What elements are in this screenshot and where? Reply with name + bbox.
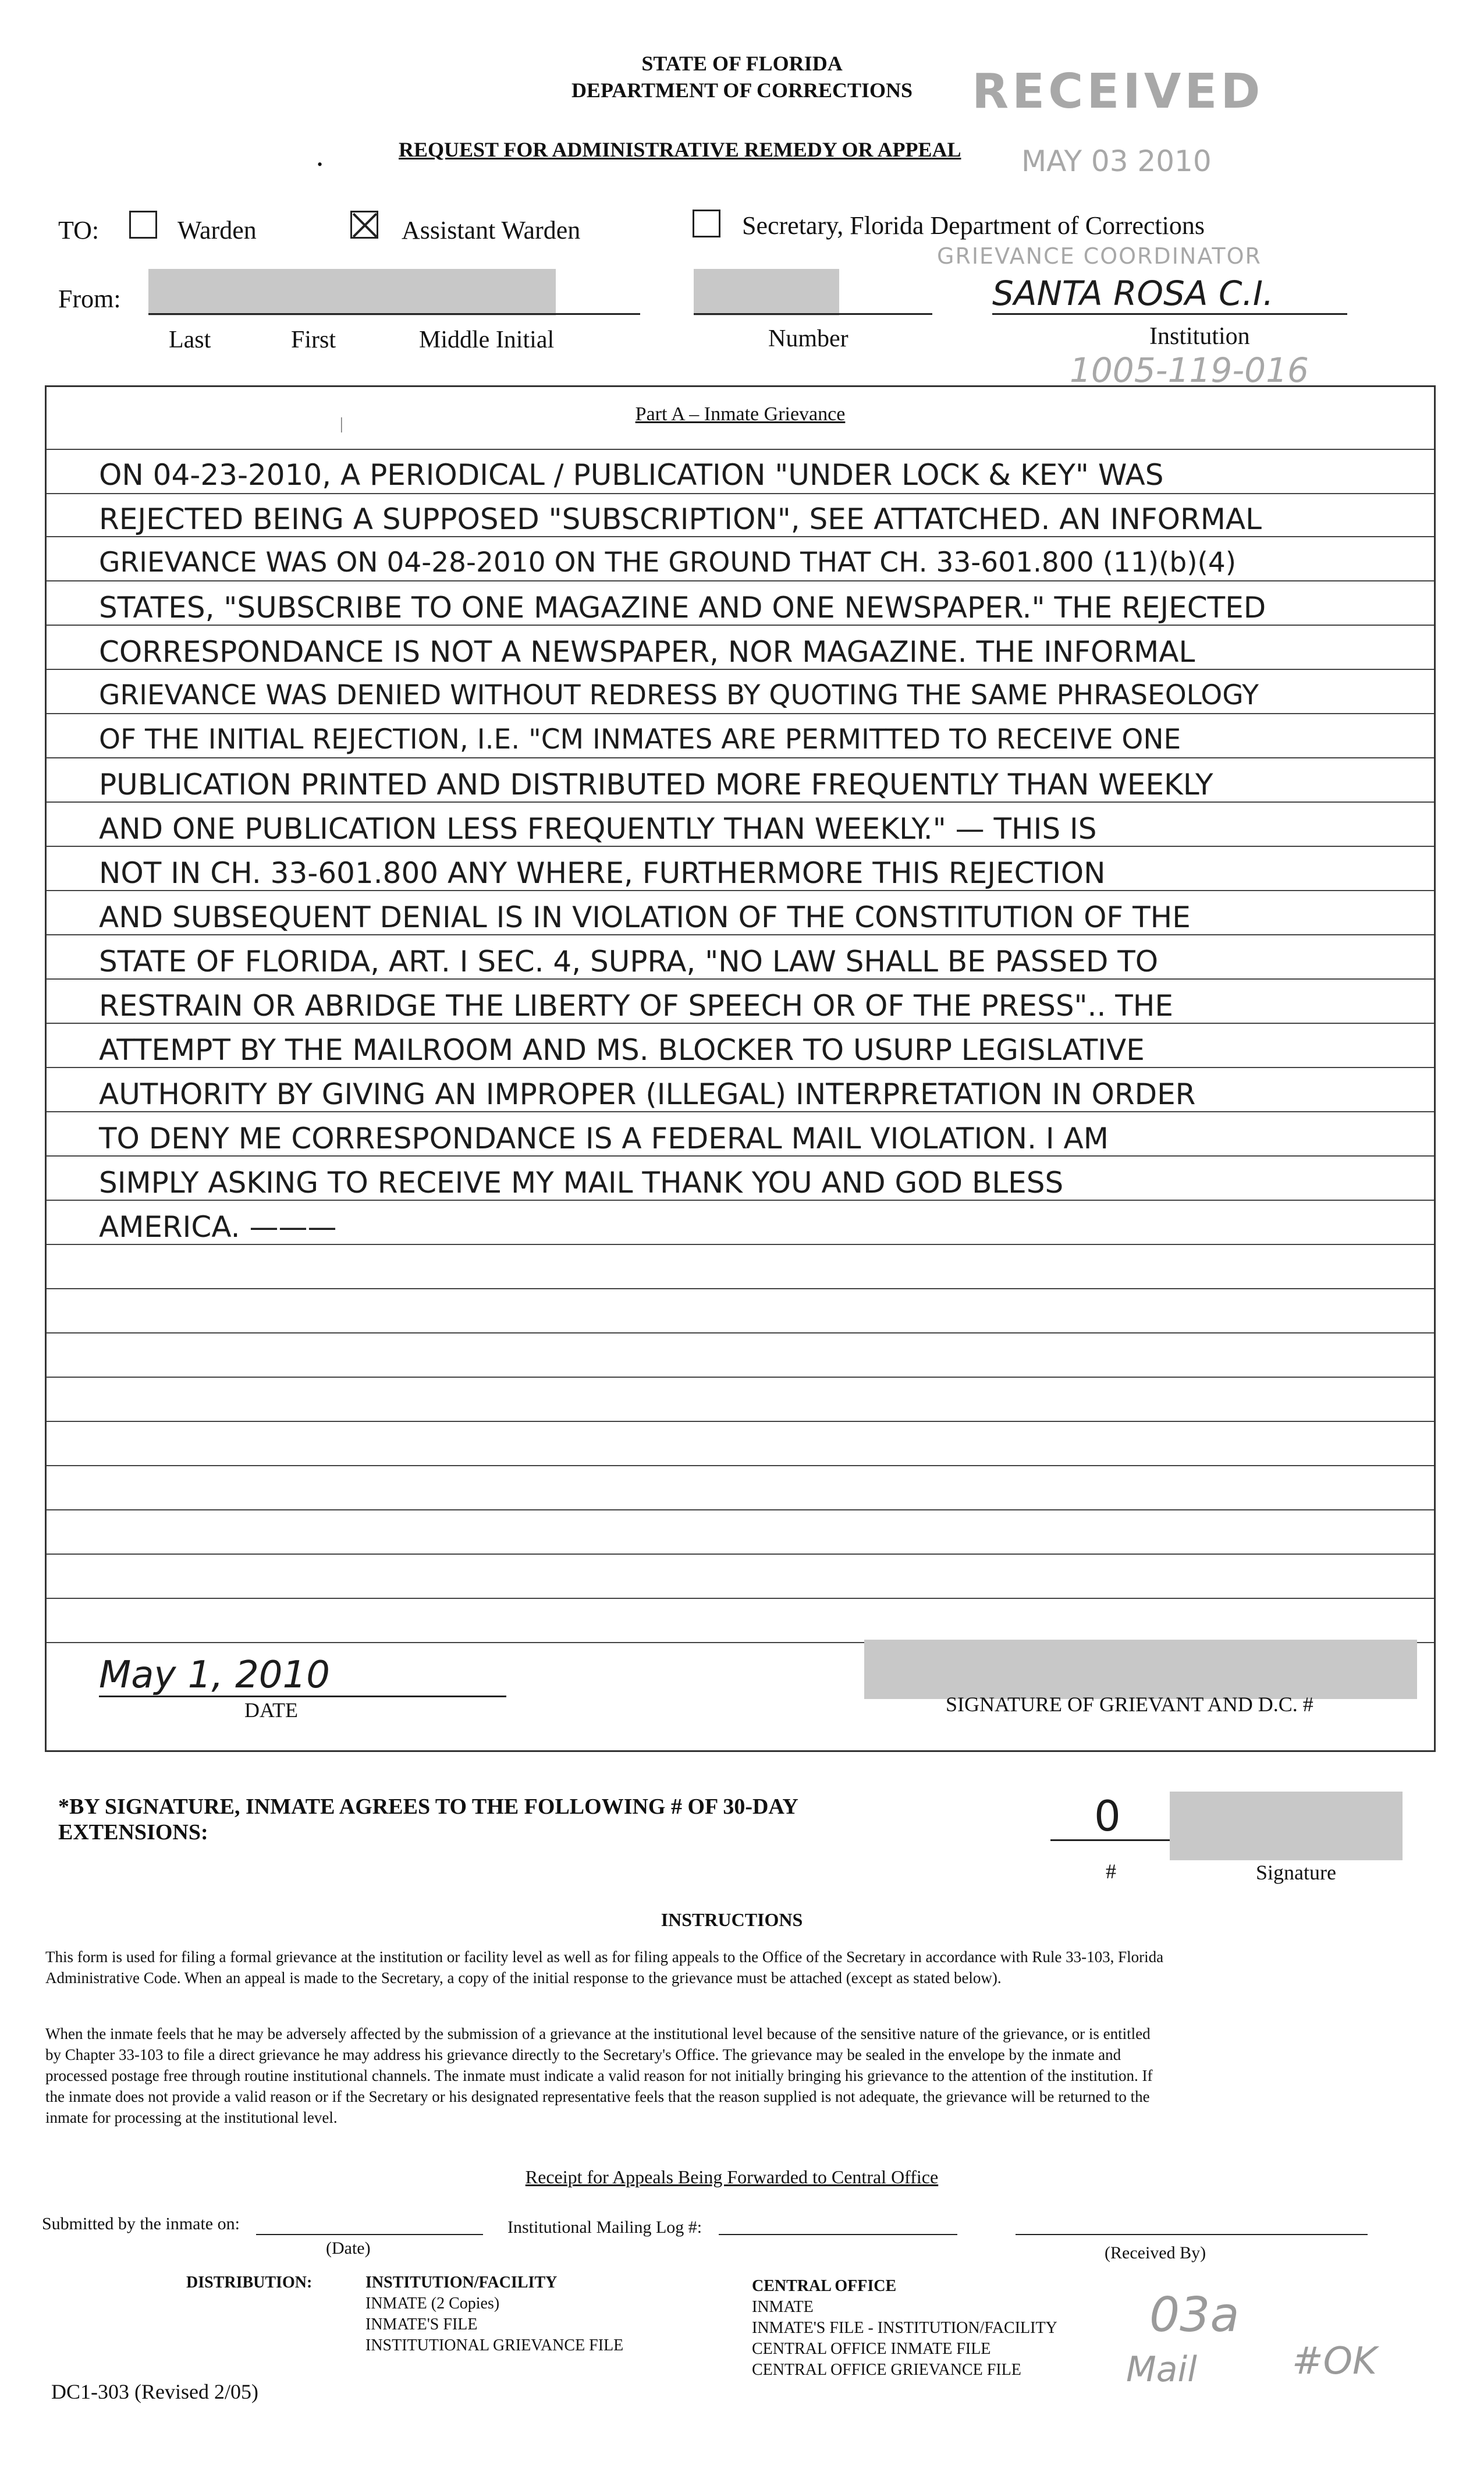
ruled-line xyxy=(47,1598,1434,1599)
ruled-line xyxy=(47,580,1434,581)
department-heading: DEPARTMENT OF CORRECTIONS xyxy=(571,79,913,102)
instructions-line: This form is used for filing a formal grievance at the institution or facility level as well as for filing appeals to the Office of the Secretary in accordance with Rule 33-103, Florida xyxy=(45,1948,1164,1966)
ruled-line xyxy=(47,1067,1434,1068)
redacted-signature xyxy=(864,1640,1417,1699)
instructions-line: processed postage free through routine institutional channels. The inmate must indicate a valid reason for not initially bringing his grievance to the attention of the institution. If xyxy=(45,2067,1153,2084)
institution-field[interactable] xyxy=(992,313,1347,315)
date-field[interactable] xyxy=(99,1696,506,1697)
received-stamp-date: MAY 03 2010 xyxy=(1021,144,1212,178)
ruled-line xyxy=(47,1023,1434,1024)
ruled-line xyxy=(47,846,1434,847)
pencil-note-03a: 03a xyxy=(1149,2287,1240,2343)
ruled-line xyxy=(47,625,1434,626)
extensions-value: 0 xyxy=(1094,1792,1121,1840)
pencil-note-mail: Mail xyxy=(1126,2349,1197,2390)
grievance-line-4: STATES, "SUBSCRIBE TO ONE MAGAZINE AND ONE NEWSPAPER." THE REJECTED xyxy=(99,591,1266,625)
middle-initial-caption: Middle Initial xyxy=(419,327,555,353)
ruled-line xyxy=(47,1509,1434,1510)
grievance-line-6: GRIEVANCE WAS DENIED WITHOUT REDRESS BY QUOTING THE SAME PHRASEOLOGY xyxy=(99,679,1259,711)
number-field[interactable] xyxy=(694,313,932,315)
scan-tick: | xyxy=(340,415,343,433)
central-office-title: CENTRAL OFFICE xyxy=(752,2277,897,2295)
last-caption: Last xyxy=(169,327,211,353)
redacted-name xyxy=(148,269,556,315)
ruled-line xyxy=(47,1554,1434,1555)
received-by-caption: (Received By) xyxy=(1105,2243,1206,2262)
receipt-title: Receipt for Appeals Being Forwarded to Central Office xyxy=(525,2166,939,2187)
extensions-signature-caption: Signature xyxy=(1256,1861,1336,1884)
secretary-checkbox[interactable] xyxy=(693,210,720,237)
secretary-label: Secretary, Florida Department of Corrections xyxy=(742,211,1205,240)
form-title: REQUEST FOR ADMINISTRATIVE REMEDY OR APPEAL xyxy=(399,138,961,161)
distribution-label: DISTRIBUTION: xyxy=(186,2274,313,2292)
scan-mark: • xyxy=(317,156,323,173)
grievance-coordinator-stamp: GRIEVANCE COORDINATOR xyxy=(937,243,1262,269)
distribution-item: INSTITUTIONAL GRIEVANCE FILE xyxy=(365,2336,624,2354)
instructions-line: Administrative Code. When an appeal is made to the Secretary, a copy of the initial response to the grievance must be attached (except as stated below). xyxy=(45,1969,1002,1987)
extensions-text-1: *BY SIGNATURE, INMATE AGREES TO THE FOLLOWING # OF 30-DAY xyxy=(58,1794,798,1819)
ruled-line xyxy=(47,801,1434,803)
ruled-line xyxy=(47,1111,1434,1112)
instructions-paragraph-2 xyxy=(45,2023,1442,2128)
ruled-line xyxy=(47,978,1434,980)
ruled-line xyxy=(47,1200,1434,1201)
instructions-line: When the inmate feels that he may be adversely affected by the submission of a grievance at the institutional level because of the sensitive nature of the grievance, or is entitled xyxy=(45,2025,1151,2042)
to-label: TO: xyxy=(58,216,100,244)
instructions-line: the inmate does not provide a valid reason or if the Secretary or his designated representative feels that the reason supplied is not adequate, the grievance will be returned to the xyxy=(45,2088,1150,2105)
form-code: DC1-303 (Revised 2/05) xyxy=(51,2380,258,2403)
pencil-note-ok: #OK xyxy=(1292,2340,1377,2383)
ruled-line xyxy=(47,1155,1434,1157)
ruled-line xyxy=(47,1377,1434,1378)
grievance-line-9: AND ONE PUBLICATION LESS FREQUENTLY THAN WEEKLY." — THIS IS xyxy=(99,812,1097,846)
grievance-line-7: OF THE INITIAL REJECTION, I.E. "CM INMATES ARE PERMITTED TO RECEIVE ONE xyxy=(99,723,1181,756)
date-value: May 1, 2010 xyxy=(99,1654,330,1697)
received-stamp: RECEIVED xyxy=(972,64,1264,119)
grievance-line-8: PUBLICATION PRINTED AND DISTRIBUTED MORE FREQUENTLY THAN WEEKLY xyxy=(99,768,1213,801)
mailing-log-field[interactable] xyxy=(719,2234,957,2235)
ruled-line xyxy=(47,1288,1434,1289)
grievance-line-2: REJECTED BEING A SUPPOSED "SUBSCRIPTION", SEE ATTATCHED. AN INFORMAL xyxy=(99,502,1262,536)
ruled-line xyxy=(47,1465,1434,1466)
ruled-line xyxy=(47,669,1434,670)
ruled-line xyxy=(47,493,1434,494)
institution-value: SANTA ROSA C.I. xyxy=(992,274,1274,313)
extensions-hash-caption: # xyxy=(1106,1860,1116,1883)
distribution-item: CENTRAL OFFICE GRIEVANCE FILE xyxy=(752,2361,1021,2379)
received-by-field[interactable] xyxy=(1016,2234,1368,2235)
ruled-line xyxy=(47,934,1434,935)
instructions-line: by Chapter 33-103 to file a direct grievance he may address his grievance directly to the Secretary's Office. The grievance may be sealed in the envelope by the inmate and xyxy=(45,2046,1121,2063)
redacted-number xyxy=(694,269,839,315)
from-label: From: xyxy=(58,285,121,313)
grievance-line-17: SIMPLY ASKING TO RECEIVE MY MAIL THANK YOU AND GOD BLESS xyxy=(99,1166,1064,1200)
distribution-item: INMATE'S FILE - INSTITUTION/FACILITY xyxy=(752,2319,1057,2337)
assistant-warden-label: Assistant Warden xyxy=(402,216,581,244)
grievance-line-14: ATTEMPT BY THE MAILROOM AND MS. BLOCKER TO USURP LEGISLATIVE xyxy=(99,1033,1145,1067)
first-caption: First xyxy=(291,327,336,353)
instructions-paragraph-1 xyxy=(45,1946,1442,1988)
institution-caption: Institution xyxy=(1149,323,1250,350)
mailing-log-label: Institutional Mailing Log #: xyxy=(507,2218,702,2237)
log-number-handwriting: 1005-119-016 xyxy=(1070,350,1309,390)
grievance-line-15: AUTHORITY BY GIVING AN IMPROPER (ILLEGAL) INTERPRETATION IN ORDER xyxy=(99,1077,1196,1111)
grievance-line-10: NOT IN CH. 33-601.800 ANY WHERE, FURTHERMORE THIS REJECTION xyxy=(99,856,1106,890)
instructions-title: INSTRUCTIONS xyxy=(661,1909,803,1930)
ruled-line xyxy=(47,757,1434,758)
distribution-item: INMATE (2 Copies) xyxy=(365,2294,500,2313)
assistant-warden-checkbox[interactable] xyxy=(350,211,378,239)
instructions-line: inmate for processing at the institutional level. xyxy=(45,2109,338,2126)
part-a-box xyxy=(45,385,1436,1752)
central-office-distribution xyxy=(752,2276,1057,2381)
grievance-line-5: CORRESPONDANCE IS NOT A NEWSPAPER, NOR MAGAZINE. THE INFORMAL xyxy=(99,635,1195,669)
institution-distribution-title: INSTITUTION/FACILITY xyxy=(365,2274,558,2292)
ruled-line xyxy=(47,1244,1434,1245)
extensions-text-2: EXTENSIONS: xyxy=(58,1820,208,1845)
ruled-line xyxy=(47,1332,1434,1333)
signature-caption: SIGNATURE OF GRIEVANT AND D.C. # xyxy=(946,1693,1313,1716)
grievance-line-11: AND SUBSEQUENT DENIAL IS IN VIOLATION OF THE CONSTITUTION OF THE xyxy=(99,900,1191,934)
redacted-extension-signature xyxy=(1170,1792,1403,1860)
grievance-line-3: GRIEVANCE WAS ON 04-28-2010 ON THE GROUND THAT CH. 33-601.800 (11)(b)(4) xyxy=(99,547,1237,579)
ruled-line xyxy=(47,449,1434,450)
warden-checkbox[interactable] xyxy=(129,211,157,239)
date-caption-receipt: (Date) xyxy=(326,2239,371,2258)
grievance-line-16: TO DENY ME CORRESPONDANCE IS A FEDERAL MAIL VIOLATION. I AM xyxy=(99,1122,1109,1155)
warden-label: Warden xyxy=(177,216,257,244)
grievance-line-12: STATE OF FLORIDA, ART. I SEC. 4, SUPRA, "NO LAW SHALL BE PASSED TO xyxy=(99,945,1159,978)
ruled-line xyxy=(47,1421,1434,1422)
number-caption: Number xyxy=(768,325,848,352)
grievance-line-1: ON 04-23-2010, A PERIODICAL / PUBLICATION "UNDER LOCK & KEY" WAS xyxy=(99,458,1164,492)
submitted-label: Submitted by the inmate on: xyxy=(42,2214,240,2233)
name-field[interactable] xyxy=(148,313,640,315)
submitted-date-field[interactable] xyxy=(256,2234,483,2235)
distribution-item: INMATE xyxy=(752,2298,814,2316)
grievance-line-13: RESTRAIN OR ABRIDGE THE LIBERTY OF SPEECH OR OF THE PRESS".. THE xyxy=(99,989,1173,1023)
ruled-line xyxy=(47,890,1434,891)
distribution-item: INMATE'S FILE xyxy=(365,2315,478,2333)
date-caption: DATE xyxy=(244,1698,298,1722)
ruled-line xyxy=(47,536,1434,537)
distribution-item: CENTRAL OFFICE INMATE FILE xyxy=(752,2340,991,2358)
institution-distribution xyxy=(365,2272,623,2356)
part-a-title: Part A – Inmate Grievance xyxy=(635,403,846,425)
ruled-line xyxy=(47,713,1434,714)
state-heading: STATE OF FLORIDA xyxy=(641,52,843,75)
grievance-line-18: AMERICA. ——— xyxy=(99,1210,337,1244)
